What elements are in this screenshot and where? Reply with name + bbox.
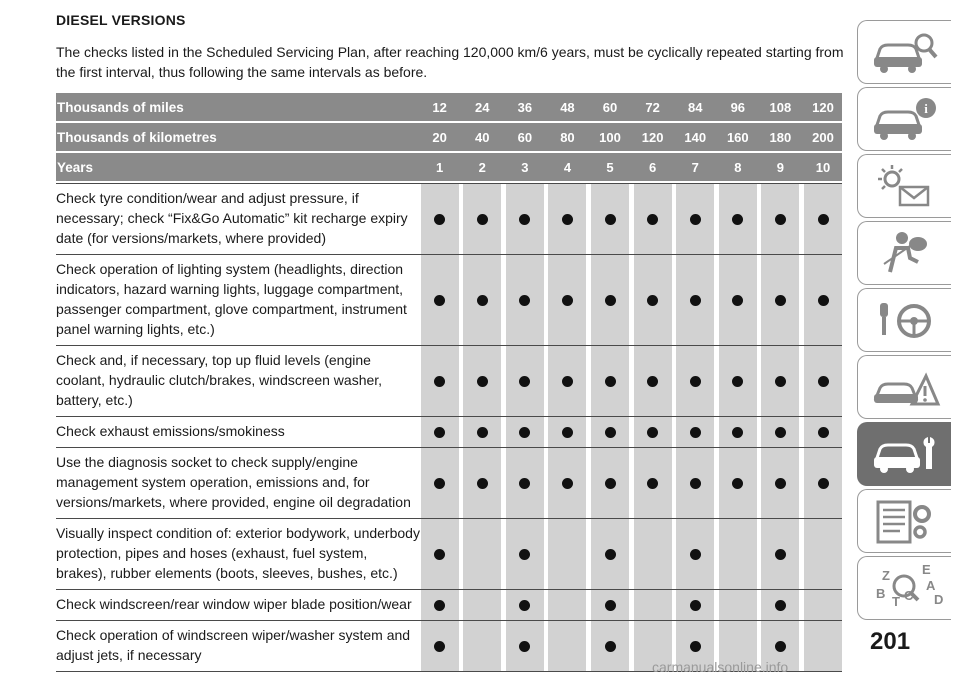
interval-cell [591, 590, 629, 620]
interval-cell [548, 448, 586, 518]
interval-cell [548, 590, 586, 620]
check-required-dot [605, 427, 616, 438]
airbag-safety-icon[interactable] [857, 221, 951, 285]
interval-cell [463, 519, 501, 589]
interval-cell [676, 184, 714, 254]
header-cell: 60 [591, 93, 629, 121]
interval-cell [804, 184, 842, 254]
check-description: Visually inspect condition of: exterior bodywork, underbody protection, pipes and hoses (exhaust, fuel system, brakes), rubber elements (boots, sleeves, bushes, etc.) [56, 525, 420, 581]
header-cell: 96 [719, 93, 757, 121]
check-required-dot [605, 295, 616, 306]
header-cell: 3 [506, 153, 544, 181]
interval-cell [761, 519, 799, 589]
header-cell: 1 [421, 153, 459, 181]
check-required-dot [605, 641, 616, 652]
header-cell: 6 [634, 153, 672, 181]
svg-text:i: i [923, 101, 928, 116]
key-steering-wheel-icon[interactable] [857, 288, 951, 352]
table-header-row [56, 153, 842, 181]
check-required-dot [818, 295, 829, 306]
table-row [56, 447, 842, 518]
interval-cell [676, 519, 714, 589]
interval-cell [421, 346, 459, 416]
car-search-icon[interactable] [857, 20, 951, 84]
check-required-dot [647, 376, 658, 387]
check-required-dot [519, 549, 530, 560]
check-required-dot [477, 427, 488, 438]
check-required-dot [818, 214, 829, 225]
interval-cell [506, 590, 544, 620]
interval-cell [676, 448, 714, 518]
chapter-sidebar [857, 20, 953, 623]
interval-cell [804, 417, 842, 447]
svg-text:B: B [875, 586, 885, 601]
table-row [56, 254, 842, 345]
check-required-dot [647, 427, 658, 438]
check-required-dot [477, 214, 488, 225]
check-description: Check operation of windscreen wiper/washer system and adjust jets, if necessary [56, 627, 411, 663]
check-required-dot [605, 549, 616, 560]
header-cell: 120 [804, 93, 842, 121]
interval-cell [719, 417, 757, 447]
check-description: Check windscreen/rear window wiper blade position/wear [56, 596, 412, 612]
check-required-dot [519, 427, 530, 438]
interval-cell [421, 621, 459, 671]
page-number: 201 [870, 628, 911, 655]
check-required-dot [477, 295, 488, 306]
header-cells [421, 93, 842, 121]
header-cell: 8 [719, 153, 757, 181]
check-required-dot [690, 478, 701, 489]
interval-cell [591, 519, 629, 589]
check-required-dot [434, 478, 445, 489]
header-cell: 36 [506, 93, 544, 121]
check-description: Use the diagnosis socket to check supply/engine management system operation, emissions and, for versions/markets, where provided, engine oil degradation [56, 454, 411, 510]
check-required-dot [775, 295, 786, 306]
check-required-dot [647, 214, 658, 225]
check-required-dot [732, 295, 743, 306]
interval-cell [804, 519, 842, 589]
interval-cell [634, 590, 672, 620]
check-required-dot [732, 214, 743, 225]
interval-cell [463, 448, 501, 518]
check-required-dot [434, 295, 445, 306]
header-label: Thousands of kilometres [57, 129, 217, 145]
table-row [56, 345, 842, 416]
svg-text:A: A [925, 578, 935, 593]
interval-cell [506, 184, 544, 254]
interval-cell [421, 519, 459, 589]
check-required-dot [477, 376, 488, 387]
header-cell: 40 [463, 123, 501, 151]
interval-cell [463, 346, 501, 416]
interval-cell [634, 255, 672, 345]
check-description: Check operation of lighting system (headlights, direction indicators, hazard warning lights, luggage compartment, passenger compartment, glove compartment, instrument panel warning lights, etc.) [56, 261, 407, 337]
check-required-dot [690, 214, 701, 225]
interval-cell [506, 448, 544, 518]
interval-cell [719, 255, 757, 345]
header-cell: 12 [421, 93, 459, 121]
check-required-dot [562, 376, 573, 387]
check-required-dot [562, 295, 573, 306]
interval-cell [634, 448, 672, 518]
interval-cell [463, 417, 501, 447]
header-cell: 24 [463, 93, 501, 121]
check-required-dot [775, 478, 786, 489]
check-required-dot [732, 376, 743, 387]
check-required-dot [775, 549, 786, 560]
check-required-dot [519, 478, 530, 489]
check-required-dot [434, 600, 445, 611]
check-required-dot [605, 376, 616, 387]
check-required-dot [519, 214, 530, 225]
interval-cell [676, 346, 714, 416]
header-cell: 84 [676, 93, 714, 121]
check-required-dot [562, 427, 573, 438]
interval-cells [421, 255, 842, 345]
interval-cell [548, 519, 586, 589]
warning-lights-icon[interactable] [857, 154, 951, 218]
check-description: Check tyre condition/wear and adjust pressure, if necessary; check “Fix&Go Automatic” kit recharge expiry date (for versions/markets, where provided) [56, 190, 408, 246]
header-cell: 20 [421, 123, 459, 151]
header-cell: 60 [506, 123, 544, 151]
interval-cell [421, 448, 459, 518]
check-required-dot [775, 214, 786, 225]
svg-text:T: T [891, 594, 900, 609]
interval-cell [804, 590, 842, 620]
interval-cell [676, 255, 714, 345]
check-required-dot [519, 376, 530, 387]
interval-cell [634, 184, 672, 254]
check-required-dot [690, 600, 701, 611]
interval-cell [634, 519, 672, 589]
interval-cell [719, 346, 757, 416]
check-required-dot [434, 427, 445, 438]
watermark: carmanualsonline.info [652, 659, 789, 675]
interval-cell [548, 346, 586, 416]
header-cell: 140 [676, 123, 714, 151]
interval-cell [591, 184, 629, 254]
section-heading: DIESEL VERSIONS [56, 12, 186, 28]
index-icon[interactable] [857, 556, 951, 620]
check-required-dot [434, 376, 445, 387]
check-required-dot [605, 478, 616, 489]
check-required-dot [562, 214, 573, 225]
check-required-dot [690, 641, 701, 652]
svg-text:E: E [921, 562, 931, 577]
interval-cell [548, 417, 586, 447]
emergency-icon[interactable] [857, 355, 951, 419]
interval-cell [719, 184, 757, 254]
header-cell: 7 [676, 153, 714, 181]
check-required-dot [519, 600, 530, 611]
interval-cell [591, 417, 629, 447]
interval-cell [676, 417, 714, 447]
check-required-dot [562, 478, 573, 489]
interval-cell [463, 255, 501, 345]
interval-cell [548, 621, 586, 671]
check-required-dot [775, 600, 786, 611]
check-required-dot [690, 549, 701, 560]
header-cell: 2 [463, 153, 501, 181]
header-cell: 120 [634, 123, 672, 151]
check-required-dot [647, 478, 658, 489]
interval-cell [421, 184, 459, 254]
interval-cell [804, 621, 842, 671]
header-cell: 4 [548, 153, 586, 181]
check-required-dot [434, 641, 445, 652]
table-row [56, 518, 842, 589]
interval-cell [634, 417, 672, 447]
interval-cell [719, 590, 757, 620]
interval-cell [761, 255, 799, 345]
interval-cell [719, 519, 757, 589]
header-label: Thousands of miles [57, 99, 184, 115]
interval-cell [761, 184, 799, 254]
check-required-dot [434, 549, 445, 560]
check-description: Check and, if necessary, top up fluid levels (engine coolant, hydraulic clutch/brakes, windscreen washer, battery, etc.) [56, 352, 383, 408]
interval-cell [506, 346, 544, 416]
interval-cell [591, 448, 629, 518]
interval-cell [804, 255, 842, 345]
interval-cell [804, 346, 842, 416]
interval-cell [804, 448, 842, 518]
header-label: Years [57, 159, 94, 175]
header-cells [421, 153, 842, 181]
check-required-dot [434, 214, 445, 225]
interval-cell [719, 448, 757, 518]
check-required-dot [775, 641, 786, 652]
interval-cells [421, 184, 842, 254]
header-cell: 72 [634, 93, 672, 121]
car-info-icon[interactable] [857, 87, 951, 151]
header-cell: 100 [591, 123, 629, 151]
check-required-dot [818, 478, 829, 489]
check-required-dot [775, 427, 786, 438]
header-cells [421, 123, 842, 151]
technical-data-icon[interactable] [857, 489, 951, 553]
check-required-dot [690, 427, 701, 438]
check-required-dot [775, 376, 786, 387]
header-cell: 5 [591, 153, 629, 181]
interval-cell [548, 184, 586, 254]
interval-cell [548, 255, 586, 345]
interval-cells [421, 448, 842, 518]
check-required-dot [690, 376, 701, 387]
intro-paragraph: The checks listed in the Scheduled Servicing Plan, after reaching 120,000 km/6 years, must be cyclically repeated starting from the first interval, thus following the same intervals as before. [56, 44, 844, 80]
header-cell: 9 [761, 153, 799, 181]
check-required-dot [519, 641, 530, 652]
table-header-row [56, 123, 842, 151]
header-cell: 10 [804, 153, 842, 181]
header-cell: 180 [761, 123, 799, 151]
interval-cell [506, 255, 544, 345]
interval-cell [421, 417, 459, 447]
interval-cells [421, 519, 842, 589]
svg-text:C: C [903, 588, 913, 603]
interval-cell [506, 519, 544, 589]
interval-cell [761, 590, 799, 620]
interval-cells [421, 346, 842, 416]
interval-cell [761, 417, 799, 447]
check-required-dot [605, 214, 616, 225]
check-required-dot [818, 376, 829, 387]
svg-text:D: D [933, 592, 943, 607]
check-description: Check exhaust emissions/smokiness [56, 423, 285, 439]
interval-cell [591, 346, 629, 416]
interval-cell [591, 621, 629, 671]
check-required-dot [732, 478, 743, 489]
header-cell: 80 [548, 123, 586, 151]
check-required-dot [477, 478, 488, 489]
interval-cell [463, 184, 501, 254]
interval-cell [591, 255, 629, 345]
interval-cell [463, 621, 501, 671]
table-row [56, 589, 842, 620]
check-required-dot [647, 295, 658, 306]
header-cell: 200 [804, 123, 842, 151]
check-required-dot [605, 600, 616, 611]
car-maintenance-icon[interactable] [857, 422, 951, 486]
interval-cell [634, 346, 672, 416]
check-required-dot [818, 427, 829, 438]
check-required-dot [690, 295, 701, 306]
interval-cell [421, 590, 459, 620]
table-header-row [56, 93, 842, 121]
table-row [56, 183, 842, 254]
check-required-dot [519, 295, 530, 306]
interval-cell [761, 346, 799, 416]
interval-cells [421, 590, 842, 620]
interval-cell [761, 448, 799, 518]
interval-cell [421, 255, 459, 345]
header-cell: 160 [719, 123, 757, 151]
interval-cell [506, 417, 544, 447]
interval-cells [421, 417, 842, 447]
header-cell: 108 [761, 93, 799, 121]
interval-cell [506, 621, 544, 671]
svg-text:Z: Z [881, 568, 890, 583]
header-cell: 48 [548, 93, 586, 121]
interval-cell [463, 590, 501, 620]
service-schedule-table [56, 93, 842, 672]
table-row [56, 416, 842, 447]
interval-cell [676, 590, 714, 620]
check-required-dot [732, 427, 743, 438]
